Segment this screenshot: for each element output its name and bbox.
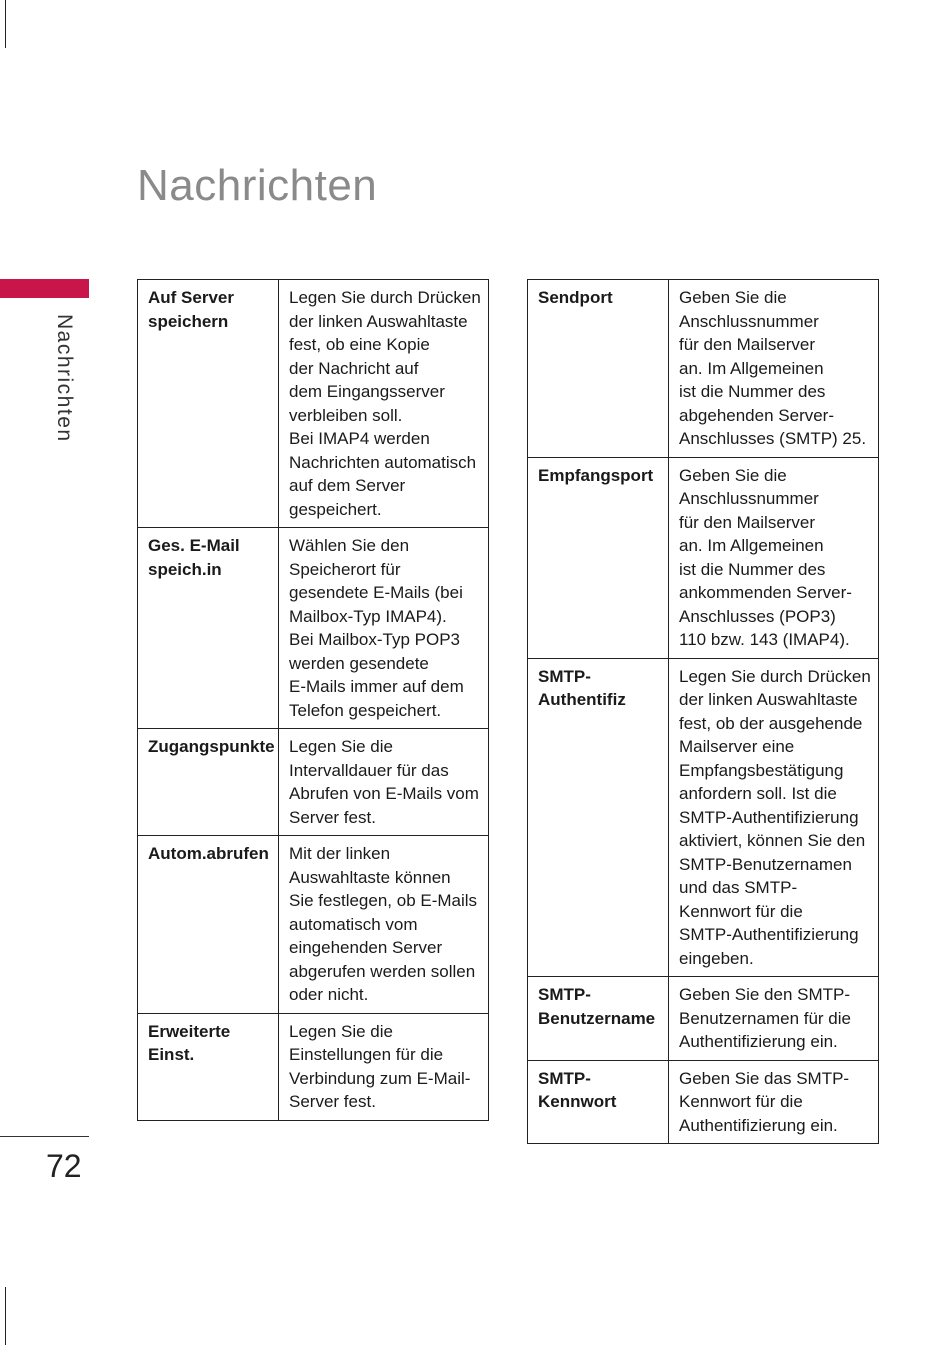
setting-description: Legen Sie die Intervalldauer für das Abrufen von E-Mails vom Server fest.: [279, 729, 489, 836]
page-number-rule: [0, 1136, 89, 1137]
setting-description: Geben Sie das SMTP- Kennwort für die Authentifizierung ein.: [669, 1060, 879, 1144]
table-row: [138, 836, 489, 1014]
side-section-label: Nachrichten: [53, 314, 76, 443]
setting-term: Ges. E-Mail speich.in: [138, 528, 279, 729]
crop-mark-top: [5, 0, 6, 48]
table-row: [528, 457, 879, 658]
setting-term: SMTP-Benutzername: [528, 977, 669, 1061]
setting-term: Auf Server speichern: [138, 280, 279, 528]
setting-description: Legen Sie durch Drücken der linken Auswahltaste fest, ob der ausgehende Mailserver eine Empfangsbestätigung anfordern soll. Ist die SMTP-Authentifizierung aktiviert, können Sie den SMTP-Benutzernamen und das SMTP- Kennwort für die SMTP-Authentifizierung eingeben.: [669, 658, 879, 977]
setting-term: SMTP-Kennwort: [528, 1060, 669, 1144]
page-number: 72: [46, 1148, 82, 1184]
setting-description: Geben Sie die Anschlussnummer für den Mailserver an. Im Allgemeinen ist die Nummer des ankommenden Server- Anschlusses (POP3) 110 bzw. 143 (IMAP4).: [669, 457, 879, 658]
crop-mark-bottom: [5, 1287, 6, 1345]
setting-description: Legen Sie durch Drücken der linken Auswahltaste fest, ob eine Kopie der Nachricht auf dem Eingangsserver verbleiben soll. Bei IMAP4 werden Nachrichten automatisch auf dem Server gespeichert.: [279, 280, 489, 528]
setting-description: Geben Sie die Anschlussnummer für den Mailserver an. Im Allgemeinen ist die Nummer des abgehenden Server- Anschlusses (SMTP) 25.: [669, 280, 879, 458]
table-row: [138, 280, 489, 528]
setting-term: Empfangsport: [528, 457, 669, 658]
table-row: [138, 1013, 489, 1120]
setting-term: Erweiterte Einst.: [138, 1013, 279, 1120]
setting-description: Geben Sie den SMTP- Benutzernamen für die Authentifizierung ein.: [669, 977, 879, 1061]
table-row: [528, 1060, 879, 1144]
section-tab-marker: [0, 279, 89, 298]
setting-term: Zugangspunkte: [138, 729, 279, 836]
table-row: [138, 528, 489, 729]
setting-term: Sendport: [528, 280, 669, 458]
table-row: [528, 280, 879, 458]
table-row: [528, 977, 879, 1061]
table-row: [528, 658, 879, 977]
setting-term: Autom.abrufen: [138, 836, 279, 1014]
setting-description: Legen Sie die Einstellungen für die Verbindung zum E-Mail- Server fest.: [279, 1013, 489, 1120]
settings-table-right: [527, 279, 879, 1144]
setting-term: SMTP-Authentifiz: [528, 658, 669, 977]
setting-description: Wählen Sie den Speicherort für gesendete E-Mails (bei Mailbox-Typ IMAP4). Bei Mailbox-Typ POP3 werden gesendete E-Mails immer auf dem Telefon gespeichert.: [279, 528, 489, 729]
table-row: [138, 729, 489, 836]
settings-table-left: [137, 279, 489, 1121]
page-title: Nachrichten: [137, 161, 378, 210]
setting-description: Mit der linken Auswahltaste können Sie festlegen, ob E-Mails automatisch vom eingehenden Server abgerufen werden sollen oder nicht.: [279, 836, 489, 1014]
